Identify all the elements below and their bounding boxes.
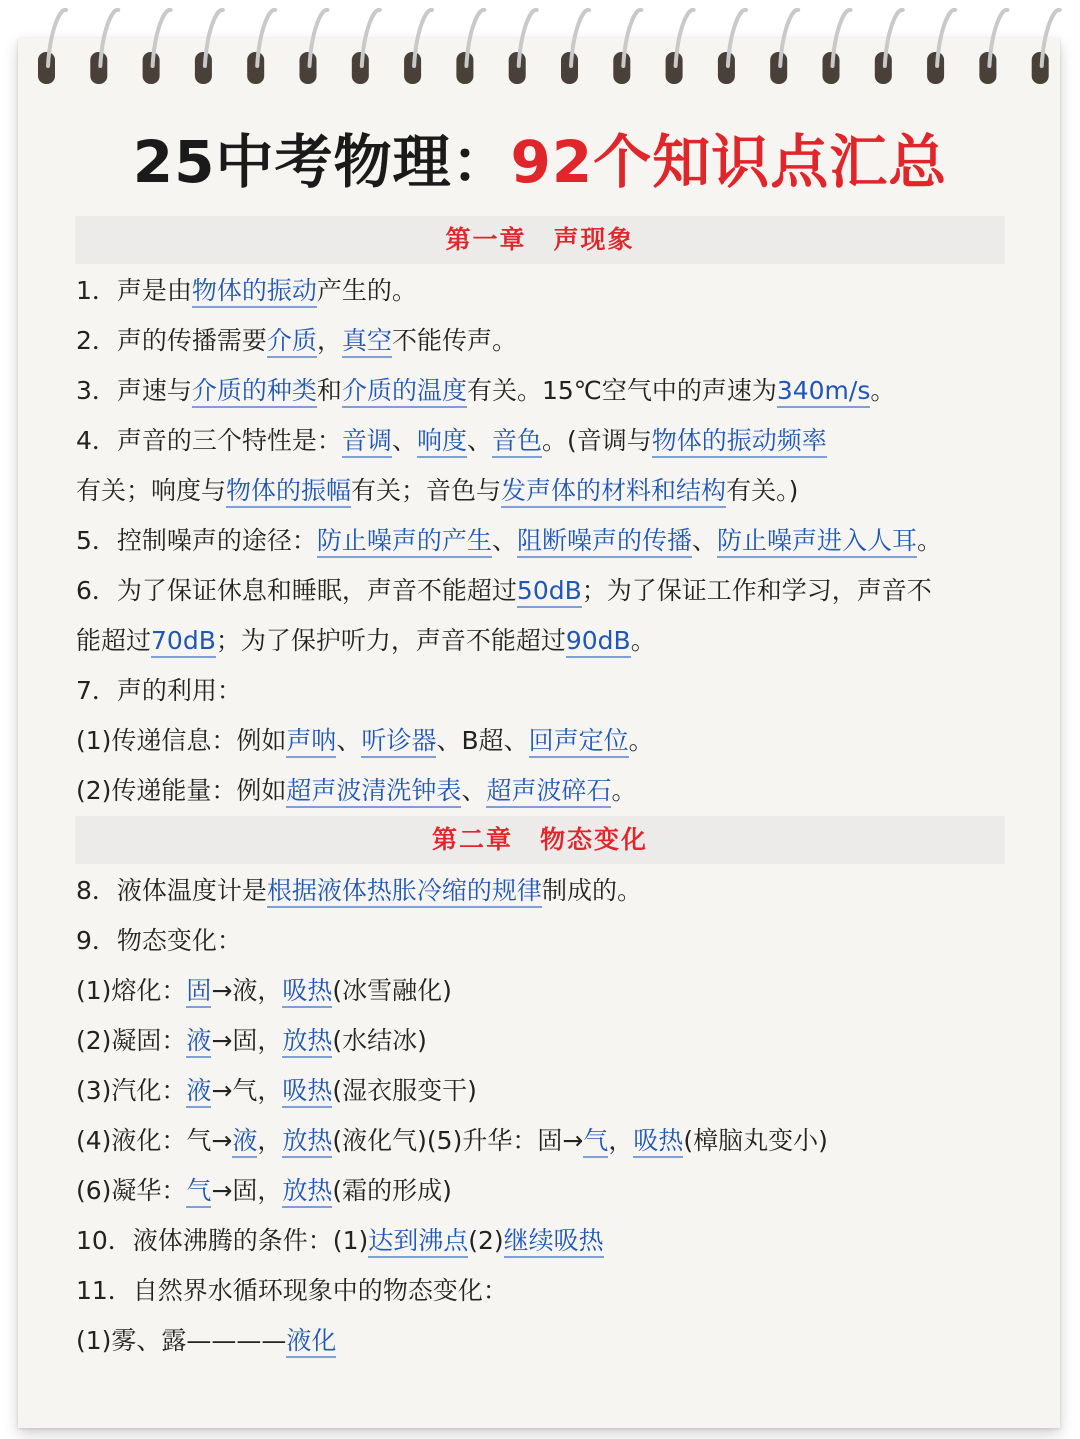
note-text: 产生的。: [316, 276, 417, 305]
note-text: 5．控制噪声的途径：: [76, 526, 317, 555]
key-term: 真空: [342, 326, 392, 358]
chapter-heading-1: 第一章 声现象: [75, 216, 1005, 264]
note-text: 。: [628, 726, 654, 755]
key-term: 物体的振幅: [226, 476, 351, 508]
note-line: [76, 266, 1016, 316]
note-text: ，: [316, 326, 342, 355]
binding-ring: [1032, 10, 1060, 84]
key-term: 介质的种类: [192, 376, 317, 408]
note-text: 有关；响度与: [76, 476, 227, 505]
binding-ring: [247, 10, 275, 84]
note-text: 有关；音色与: [351, 476, 502, 505]
key-term: 物体的振动频率: [652, 426, 827, 458]
note-line: [76, 316, 1016, 366]
binding-ring: [823, 10, 851, 84]
binding-ring: [38, 10, 66, 84]
page-title: [0, 126, 1080, 198]
key-term: 物体的振动: [192, 276, 317, 308]
binding-ring: [770, 10, 798, 84]
note-line: [76, 466, 1016, 516]
binding-ring: [561, 10, 589, 84]
note-text: 。(音调与: [542, 426, 652, 455]
note-text: (1)雾、露————: [76, 1326, 287, 1355]
key-term: 吸热: [282, 1076, 332, 1108]
key-term: 听诊器: [361, 726, 436, 758]
note-line: [76, 666, 1016, 716]
note-text: 有关。): [726, 476, 799, 505]
binding-ring: [666, 10, 694, 84]
title-prefix: 25中考物理：: [132, 128, 511, 196]
note-line: [76, 1216, 1016, 1266]
note-text: (2)传递能量：例如: [76, 776, 287, 805]
note-text: (4)液化：气→: [76, 1126, 233, 1155]
note-text: 3．声速与: [76, 376, 192, 405]
note-text: →液，: [211, 976, 283, 1005]
binding-ring: [143, 10, 171, 84]
note-line: [76, 1116, 1016, 1166]
binding-ring: [300, 10, 328, 84]
key-term: 70dB: [151, 626, 216, 658]
key-term: 介质: [267, 326, 317, 358]
note-text: (3)汽化：: [76, 1076, 187, 1105]
key-term: 液化: [286, 1326, 336, 1358]
key-term: 根据液体热胀冷缩的规律: [267, 876, 542, 908]
note-text: (霜的形成): [332, 1176, 452, 1205]
key-term: 音调: [342, 426, 392, 458]
note-line: [76, 1066, 1016, 1116]
note-text: 6．为了保证休息和睡眠，声音不能超过: [76, 576, 517, 605]
note-text: →固，: [211, 1176, 283, 1205]
note-line: [76, 1166, 1016, 1216]
key-term: 达到沸点: [368, 1226, 468, 1258]
binding-ring: [404, 10, 432, 84]
note-text: 、: [466, 426, 492, 455]
note-text: (水结冰): [332, 1026, 427, 1055]
note-text: 、: [691, 526, 717, 555]
note-text: 制成的。: [541, 876, 642, 905]
key-term: 液: [232, 1126, 257, 1158]
note-line: [76, 566, 1016, 616]
binding-ring: [456, 10, 484, 84]
spiral-binding: [0, 0, 1080, 100]
note-line: [76, 616, 1016, 666]
note-text: 8．液体温度计是: [76, 876, 267, 905]
note-text: 有关。15℃空气中的声速为: [466, 376, 777, 405]
key-term: 90dB: [566, 626, 631, 658]
note-text: (湿衣服变干): [332, 1076, 477, 1105]
note-text: 、B超、: [436, 726, 529, 755]
key-term: 继续吸热: [504, 1226, 604, 1258]
key-term: 液: [186, 1026, 211, 1058]
note-line: [76, 1016, 1016, 1066]
key-term: 阻断噪声的传播: [517, 526, 692, 558]
title-highlight: 92个知识点汇总: [510, 128, 948, 196]
note-text: (2): [468, 1226, 504, 1255]
binding-ring: [927, 10, 955, 84]
note-text: ；为了保证工作和学习，声音不: [581, 576, 932, 605]
note-line: [76, 516, 1016, 566]
note-text: (1)传递信息：例如: [76, 726, 287, 755]
note-text: 。: [870, 376, 896, 405]
note-text: 、: [491, 526, 517, 555]
note-text: 。: [917, 526, 943, 555]
key-term: 340m/s: [777, 376, 871, 408]
binding-ring: [875, 10, 903, 84]
binding-ring: [509, 10, 537, 84]
note-line: [76, 766, 1016, 816]
key-term: 防止噪声进入人耳: [717, 526, 917, 558]
note-text: 1．声是由: [76, 276, 192, 305]
binding-ring: [613, 10, 641, 84]
key-term: 放热: [282, 1126, 332, 1158]
key-term: 气: [583, 1126, 608, 1158]
note-text: (樟脑丸变小): [683, 1126, 828, 1155]
note-text: (1)熔化：: [76, 976, 187, 1005]
note-text: 。: [611, 776, 637, 805]
note-text: (液化气)(5)升华：固→: [332, 1126, 584, 1155]
key-term: 响度: [417, 426, 467, 458]
note-text: 、: [461, 776, 487, 805]
key-term: 放热: [282, 1026, 332, 1058]
note-text: 4．声音的三个特性是：: [76, 426, 342, 455]
note-text: →固，: [211, 1026, 283, 1055]
note-text: 和: [316, 376, 342, 405]
key-term: 音色: [492, 426, 542, 458]
key-term: 吸热: [633, 1126, 683, 1158]
binding-ring: [195, 10, 223, 84]
note-text: (6)凝华：: [76, 1176, 187, 1205]
note-line: [76, 916, 1016, 966]
binding-ring: [979, 10, 1007, 84]
key-term: 回声定位: [529, 726, 629, 758]
note-line: [76, 1316, 1016, 1366]
note-line: [76, 716, 1016, 766]
note-text: (冰雪融化): [332, 976, 452, 1005]
note-text: (2)凝固：: [76, 1026, 187, 1055]
note-text: ，: [608, 1126, 634, 1155]
key-term: 吸热: [282, 976, 332, 1008]
note-text: 能超过: [76, 626, 152, 655]
key-term: 超声波碎石: [486, 776, 611, 808]
note-text: 。: [630, 626, 656, 655]
chapter-heading-2: 第二章 物态变化: [75, 816, 1005, 864]
note-text: ，: [257, 1126, 283, 1155]
note-line: [76, 1266, 1016, 1316]
note-text: 7．声的利用：: [76, 676, 242, 705]
key-term: 液: [186, 1076, 211, 1108]
binding-ring: [90, 10, 118, 84]
note-text: 2．声的传播需要: [76, 326, 267, 355]
note-line: [76, 866, 1016, 916]
note-text: 9．物态变化：: [76, 926, 242, 955]
key-term: 防止噪声的产生: [317, 526, 492, 558]
binding-ring: [718, 10, 746, 84]
key-term: 超声波清洗钟表: [286, 776, 461, 808]
key-term: 声呐: [286, 726, 336, 758]
note-line: [76, 416, 1016, 466]
key-term: 放热: [282, 1176, 332, 1208]
key-term: 50dB: [517, 576, 582, 608]
key-term: 发声体的材料和结构: [501, 476, 726, 508]
note-text: 10．液体沸腾的条件：(1): [76, 1226, 369, 1255]
note-text: 不能传声。: [391, 326, 517, 355]
note-text: 11．自然界水循环现象中的物态变化：: [76, 1276, 508, 1305]
key-term: 介质的温度: [342, 376, 467, 408]
note-line: [76, 366, 1016, 416]
key-term: 固: [186, 976, 211, 1008]
binding-ring: [352, 10, 380, 84]
key-term: 气: [186, 1176, 211, 1208]
note-text: ；为了保护听力，声音不能超过: [215, 626, 566, 655]
note-line: [76, 966, 1016, 1016]
note-text: 、: [336, 726, 362, 755]
note-text: 、: [391, 426, 417, 455]
note-text: →气，: [211, 1076, 283, 1105]
